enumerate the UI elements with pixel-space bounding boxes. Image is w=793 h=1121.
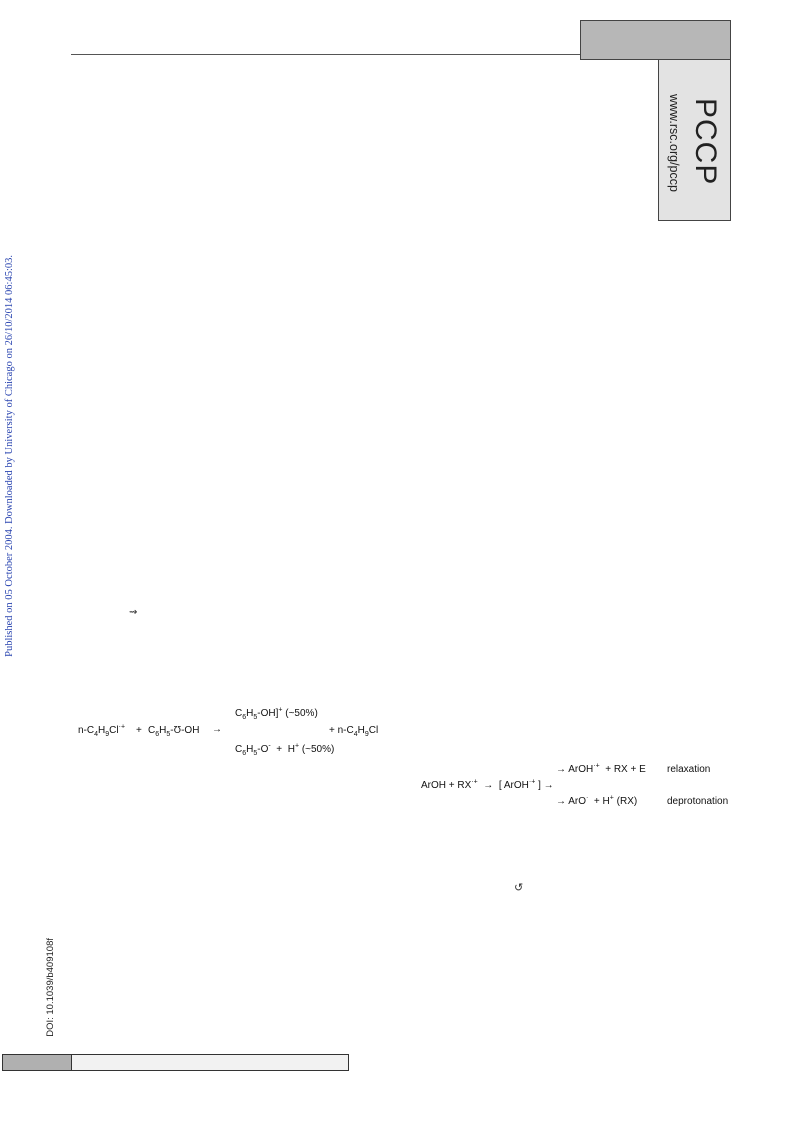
eq2-deprotonation-label: deprotonation	[667, 796, 729, 807]
eq1-product-1: $C_6H_5-OH]^+$ (~50%)	[235, 706, 318, 721]
journal-name: PCCP	[689, 98, 722, 186]
footer-bar-block	[2, 1054, 72, 1071]
eq1-reactant-b: $C_6H_5-Ʊ-OH$	[148, 725, 200, 738]
eq2-reactants: ArOH + RX·+ → [ ArOH·+ ] →	[421, 778, 554, 791]
eq2-relaxation-path: → ArOH·+ + RX + E	[556, 762, 646, 775]
wavy-arrow-icon: ⇝	[129, 607, 138, 618]
cycle-icon: ↺	[514, 882, 524, 894]
doi-label: DOI: 10.1039/b409108f	[45, 938, 56, 1037]
eq1-coproduct: + $n-C_4H_9Cl$	[329, 725, 379, 738]
eq1-arrow: →	[212, 724, 222, 735]
header-box	[580, 20, 731, 60]
eq1-reactant-a: $n-C_4H_9Cl^{\cdot+}$	[78, 723, 126, 738]
eq1-plus: +	[136, 725, 142, 736]
eq2-relaxation-label: relaxation	[667, 764, 711, 775]
eq2-deprotonation-path: → ArO· + H+ (RX)	[556, 794, 638, 807]
journal-url[interactable]: www.rsc.org/pccp	[667, 94, 681, 192]
download-notice[interactable]: Published on 05 October 2004. Downloaded by University of Chicago on 26/10/2014 06:45:03.	[4, 255, 15, 657]
eq1-product-2: $C_6H_5-O^- + H^+$ (~50%)	[235, 742, 335, 757]
header-rule	[71, 54, 581, 55]
